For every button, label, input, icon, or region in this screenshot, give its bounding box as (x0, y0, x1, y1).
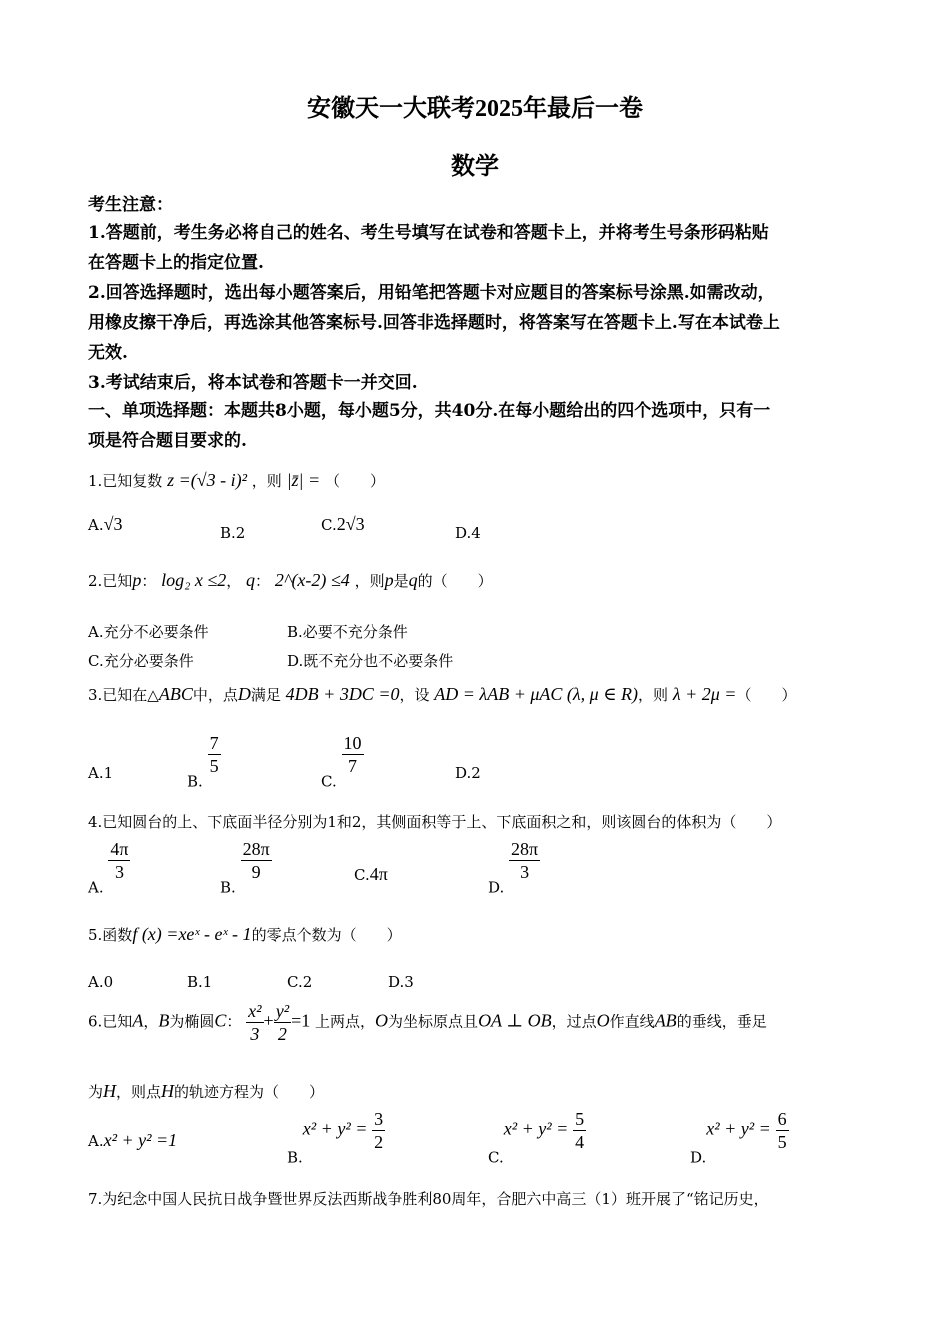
q6-perp: OA ⊥ OB (478, 1010, 552, 1031)
q5-option-c: C.2 (287, 973, 313, 991)
q2-option-c: C.充分必要条件 (88, 652, 194, 670)
notice-item2-line3: 无效. (88, 343, 128, 363)
q4-option-c: C.4π (354, 864, 388, 884)
q3-stem: 3.已知在△ABC中，点D满足 4DB + 3DC =0，设 AD = λAB + μAC (λ, μ ∈ R)，则 λ + 2μ =（ ） (88, 684, 797, 704)
q4-option-b: B. $\frac{28\pi}{9}$ (220, 839, 270, 897)
notice-item2-line2: 用橡皮擦干净后，再选涂其他答案标号.回答非选择题时，将答案写在答题卡上.写在本试卷上 (88, 313, 780, 333)
notice-item1-line1: 1.答题前，考生务必将自己的姓名、考生号填写在试卷和答题卡上，并将考生号条形码粘贴 (88, 223, 769, 243)
q5-option-a: A.0 (88, 973, 114, 991)
q3-target: λ + 2μ = (672, 684, 737, 704)
exam-title: 安徽天一大联考2025年最后一卷 (307, 96, 643, 122)
q6-stem-line2: 为H，则点H的轨迹方程为（ ） (88, 1081, 325, 1101)
notice-item3: 3.考试结束后，将本试卷和答题卡一并交回. (88, 373, 418, 393)
q1-target: |z̄| = (286, 470, 321, 490)
q5-option-b: B.1 (187, 973, 213, 991)
q3-option-a: A.1 (88, 764, 114, 782)
q2-stem: 2.已知p： log₂ x ≤2， q： 2^(x-2) ≤4 ，则p是q的（ ） (88, 570, 493, 590)
q2-option-a: A.充分不必要条件 (88, 623, 209, 641)
q7-stem: 7.为纪念中国人民抗日战争暨世界反法西斯战争胜利80周年，合肥六中高三（1）班开展了“铭记历史， (88, 1190, 769, 1208)
q1-formula: z =(√3 - i)² (167, 470, 248, 490)
q4-option-a: A. $\frac{4\pi}{3}$ (88, 839, 129, 897)
q4-stem: 4.已知圆台的上、下底面半径分别为1和2，其侧面积等于上、下底面积之和，则该圆台的体积为（ ） (88, 813, 782, 831)
q6-option-b: B.x² + y² = $\frac{3}{2}$ (287, 1109, 384, 1167)
q6-option-a: A.x² + y² =1 (88, 1130, 178, 1150)
section1-line1: 一、单项选择题：本题共8小题，每小题5分，共40分.在每小题给出的四个选项中，只有一 (88, 401, 771, 421)
q1-stem: 1.已知复数 z =(√3 - i)² ，则 |z̄| = （ ） (88, 470, 385, 490)
q5-stem: 5.函数f (x) =xeˣ - eˣ - 1的零点个数为（ ） (88, 924, 402, 944)
q1-option-b: B.2 (220, 524, 246, 542)
q2-option-b: B.必要不充分条件 (287, 623, 408, 641)
q2-p-formula: log₂ x ≤2 (161, 570, 227, 590)
notice-item2-line1: 2.回答选择题时，选出每小题答案后，用铅笔把答题卡对应题目的答案标号涂黑.如需改动， (88, 283, 775, 303)
q1-option-d: D.4 (455, 524, 481, 542)
q6-stem-line1: 6.已知A，B为椭圆C： $\frac{\text{x²}}{3}$ + $\frac{\text{y²}}{2}$ =1 上两点，O为坐标原点且OA ⊥ OB，过点O作直线AB的垂线，垂足 (88, 1001, 767, 1044)
q2-q-formula: 2^(x-2) ≤4 (274, 570, 350, 590)
q6-option-c: C.x² + y² = $\frac{5}{4}$ (488, 1109, 585, 1167)
q5-formula: f (x) =xeˣ - eˣ - 1 (132, 924, 252, 944)
q3-option-c: C. $\frac{10}{7}$ (321, 733, 362, 791)
q2-option-d: D.既不充分也不必要条件 (287, 652, 454, 670)
notice-heading: 考生注意： (88, 195, 173, 215)
section1-line2: 项是符合题目要求的. (88, 431, 247, 451)
q3-option-b: B. $\frac{7}{5}$ (187, 733, 219, 791)
q1-option-a: A.√3 (88, 514, 123, 534)
q3-condition: 4DB + 3DC =0 (285, 684, 400, 704)
q5-option-d: D.3 (388, 973, 414, 991)
notice-item1-line2: 在答题卡上的指定位置. (88, 253, 264, 273)
q3-option-d: D.2 (455, 764, 481, 782)
q6-option-d: D.x² + y² = $\frac{6}{5}$ (690, 1109, 787, 1167)
subject-title: 数学 (451, 154, 499, 180)
q4-option-d: D. $\frac{28\pi}{3}$ (488, 839, 539, 897)
q3-expression: AD = λAB + μAC (λ, μ ∈ R) (434, 684, 639, 704)
q1-option-c: C.2√3 (321, 514, 365, 534)
